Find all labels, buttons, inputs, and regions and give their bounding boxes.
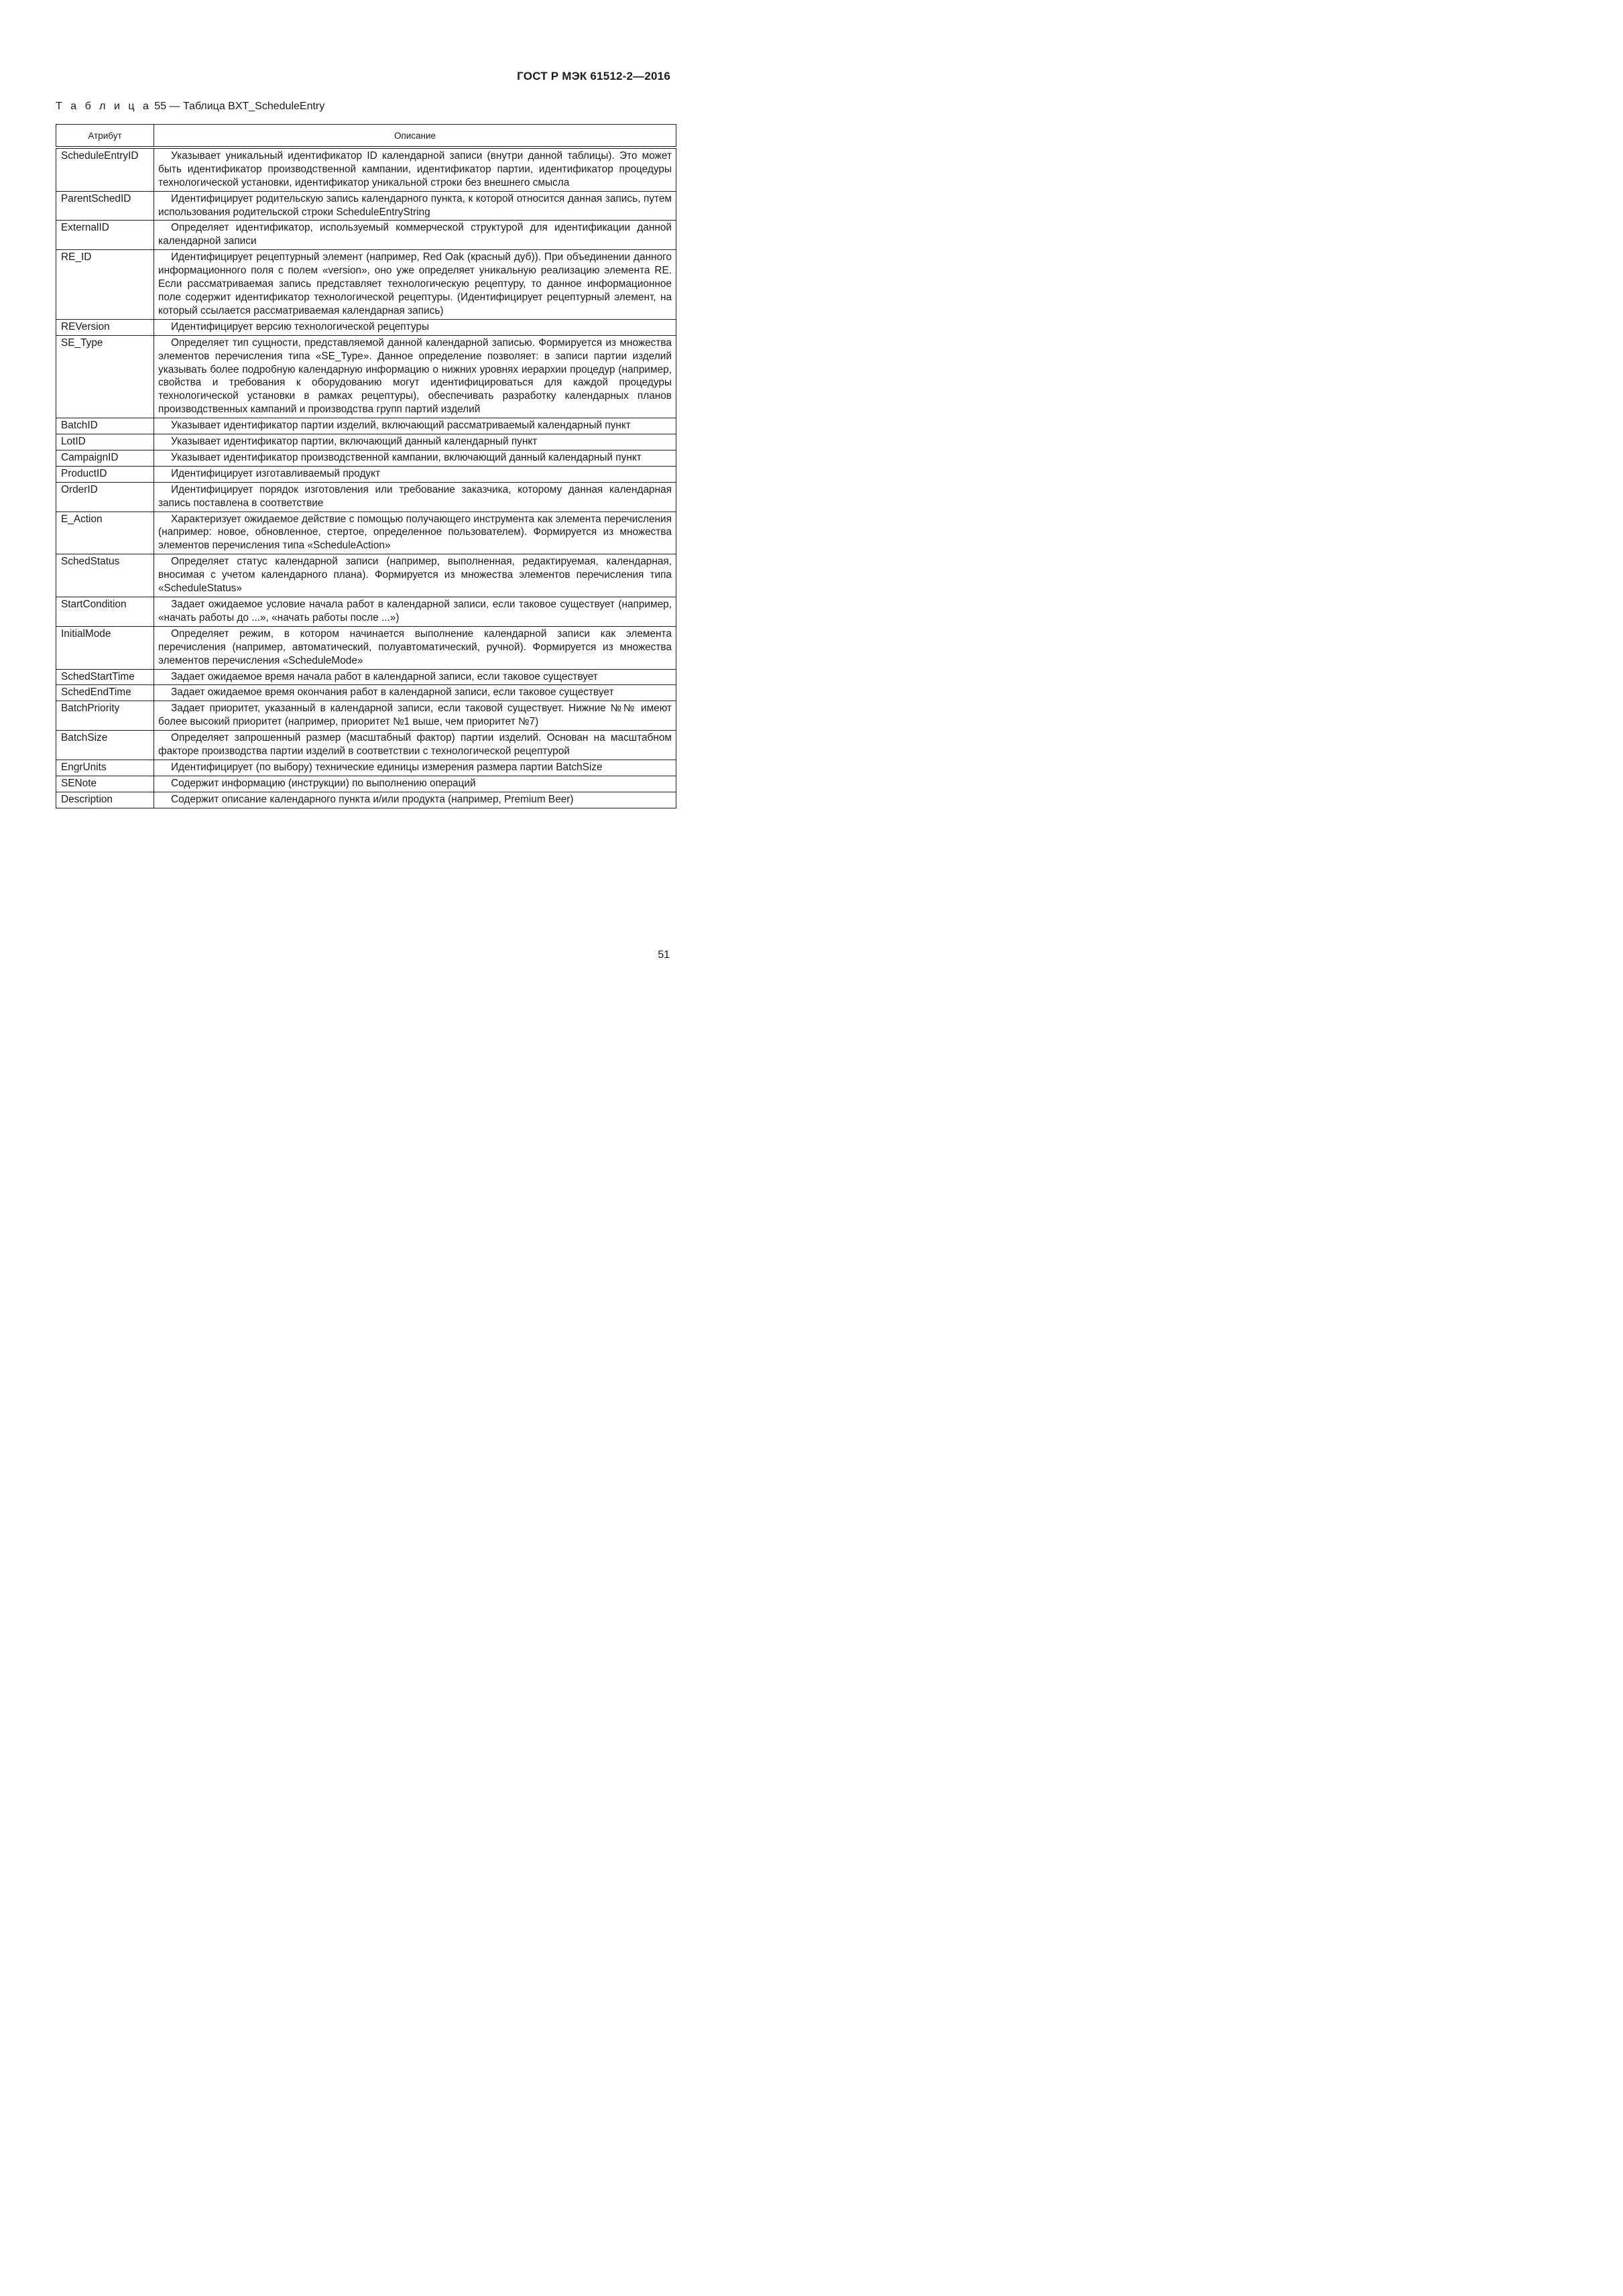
- table-row: [56, 221, 676, 250]
- table-caption-prefix: Т а б л и ц а: [56, 101, 152, 112]
- description-cell: Определяет режим, в котором начинается выполнение календарной записи как элемента перечисления (например, автоматический, полуавтоматический, ручной). Формируется из множества элементов перечисления «ScheduleMode»: [154, 626, 676, 669]
- table-row: [56, 191, 676, 221]
- table-row: [56, 792, 676, 808]
- attribute-cell: SchedStatus: [56, 554, 154, 597]
- description-cell: Идентифицирует изготавливаемый продукт: [154, 466, 676, 482]
- attribute-cell: ParentSchedID: [56, 191, 154, 221]
- attribute-cell: CampaignID: [56, 450, 154, 466]
- attribute-cell: ScheduleEntryID: [56, 147, 154, 191]
- description-cell: Определяет идентификатор, используемый коммерческой структурой для идентификации данной календарной записи: [154, 221, 676, 250]
- table-row: [56, 482, 676, 511]
- description-cell: Задает ожидаемое время начала работ в календарной записи, если таковое существует: [154, 669, 676, 685]
- table-caption-text: 55 — Таблица BXT_ScheduleEntry: [154, 101, 325, 112]
- column-header-description: Описание: [154, 125, 676, 147]
- description-cell: Содержит описание календарного пункта и/или продукта (например, Premium Beer): [154, 792, 676, 808]
- attribute-cell: SE_Type: [56, 335, 154, 418]
- description-cell: Указывает идентификатор партии изделий, включающий рассматриваемый календарный пункт: [154, 418, 676, 434]
- description-cell: Задает ожидаемое условие начала работ в календарной записи, если таковое существует (например, «начать работы до ...», «начать работы после ...»): [154, 597, 676, 627]
- table-row: [56, 669, 676, 685]
- document-header: ГОСТ Р МЭК 61512-2—2016: [517, 70, 670, 82]
- table-row: [56, 776, 676, 792]
- table-row: [56, 418, 676, 434]
- description-cell: Указывает уникальный идентификатор ID календарной записи (внутри данной таблицы). Это может быть идентификатор производственной кампании, идентификатор партии, идентификатор процедуры технологической установки, идентификатор уникальной строки без внешнего смысла: [154, 147, 676, 191]
- description-cell: Определяет тип сущности, представляемой данной календарной записью. Формируется из множества элементов перечисления типа «SE_Type». Данное определение позволяет: в записи партии изделий указывать более подробную календарную информацию о нижних уровнях иерархии процедур (например, свойства и требования к оборудованию могут идентифицироваться для каждой процедуры технологической установки в рамках рецептуры), обеспечивать разработку календарных планов производственных кампаний и производства групп партий изделий: [154, 335, 676, 418]
- page-number: 51: [658, 949, 670, 961]
- table-row: [56, 466, 676, 482]
- attribute-cell: ExternalID: [56, 221, 154, 250]
- table-row: [56, 250, 676, 320]
- description-cell: Идентифицирует родительскую запись календарного пункта, к которой относится данная запись, путем использования родительской строки ScheduleEntryString: [154, 191, 676, 221]
- table-row: [56, 434, 676, 450]
- table-body: [56, 147, 676, 808]
- schedule-entry-table: [56, 124, 676, 808]
- table-row: [56, 760, 676, 776]
- table-row: [56, 554, 676, 597]
- table-row: [56, 685, 676, 701]
- description-cell: Содержит информацию (инструкции) по выполнению операций: [154, 776, 676, 792]
- attribute-cell: LotID: [56, 434, 154, 450]
- table-row: [56, 701, 676, 731]
- description-cell: Задает ожидаемое время окончания работ в календарной записи, если таковое существует: [154, 685, 676, 701]
- attribute-cell: StartCondition: [56, 597, 154, 627]
- description-cell: Определяет запрошенный размер (масштабный фактор) партии изделий. Основан на масштабном факторе производства партии изделий в соответствии с технологической рецептурой: [154, 731, 676, 760]
- description-cell: Идентифицирует порядок изготовления или требование заказчика, которому данная календарная запись поставлена в соответствие: [154, 482, 676, 511]
- attribute-cell: Description: [56, 792, 154, 808]
- table-row: [56, 335, 676, 418]
- description-cell: Задает приоритет, указанный в календарной записи, если таковой существует. Нижние №№ имеют более высокий приоритет (например, приоритет №1 выше, чем приоритет №7): [154, 701, 676, 731]
- description-cell: Указывает идентификатор производственной кампании, включающий данный календарный пункт: [154, 450, 676, 466]
- description-cell: Определяет статус календарной записи (например, выполненная, редактируемая, календарная, вносимая с учетом календарного плана). Формируется из множества элементов перечисления типа «ScheduleStatus»: [154, 554, 676, 597]
- attribute-cell: RE_ID: [56, 250, 154, 320]
- description-cell: Идентифицирует (по выбору) технические единицы измерения размера партии BatchSize: [154, 760, 676, 776]
- attribute-cell: EngrUnits: [56, 760, 154, 776]
- table-caption: [56, 101, 324, 113]
- attribute-cell: REVersion: [56, 319, 154, 335]
- description-cell: Указывает идентификатор партии, включающий данный календарный пункт: [154, 434, 676, 450]
- attribute-cell: OrderID: [56, 482, 154, 511]
- attribute-cell: BatchID: [56, 418, 154, 434]
- column-header-attribute: Атрибут: [56, 125, 154, 147]
- description-cell: Идентифицирует версию технологической рецептуры: [154, 319, 676, 335]
- table-row: [56, 319, 676, 335]
- description-cell: Характеризует ожидаемое действие с помощью получающего инструмента как элемента перечисления (например: новое, обновленное, стертое, определенное пользователем). Формируется из множества элементов перечисления типа «ScheduleAction»: [154, 511, 676, 554]
- attribute-cell: BatchSize: [56, 731, 154, 760]
- attribute-cell: ProductID: [56, 466, 154, 482]
- description-cell: Идентифицирует рецептурный элемент (например, Red Oak (красный дуб)). При объединении данного информационного поля с полем «version», оно уже определяет уникальную реализацию элемента RE. Если рассматриваемая запись представляет технологическую рецептуру, то данное информационное поле содержит идентификатор технологической рецептуры. (Идентифицирует рецептурный элемент, на который ссылается рассматриваемая календарная запись): [154, 250, 676, 320]
- table-row: [56, 626, 676, 669]
- table-row: [56, 147, 676, 191]
- attribute-cell: SENote: [56, 776, 154, 792]
- attribute-cell: E_Action: [56, 511, 154, 554]
- table-row: [56, 450, 676, 466]
- attribute-cell: BatchPriority: [56, 701, 154, 731]
- attribute-cell: SchedEndTime: [56, 685, 154, 701]
- table-row: [56, 597, 676, 627]
- table-row: [56, 731, 676, 760]
- attribute-cell: SchedStartTime: [56, 669, 154, 685]
- table-row: [56, 511, 676, 554]
- table-header-row: [56, 125, 676, 147]
- attribute-cell: InitialMode: [56, 626, 154, 669]
